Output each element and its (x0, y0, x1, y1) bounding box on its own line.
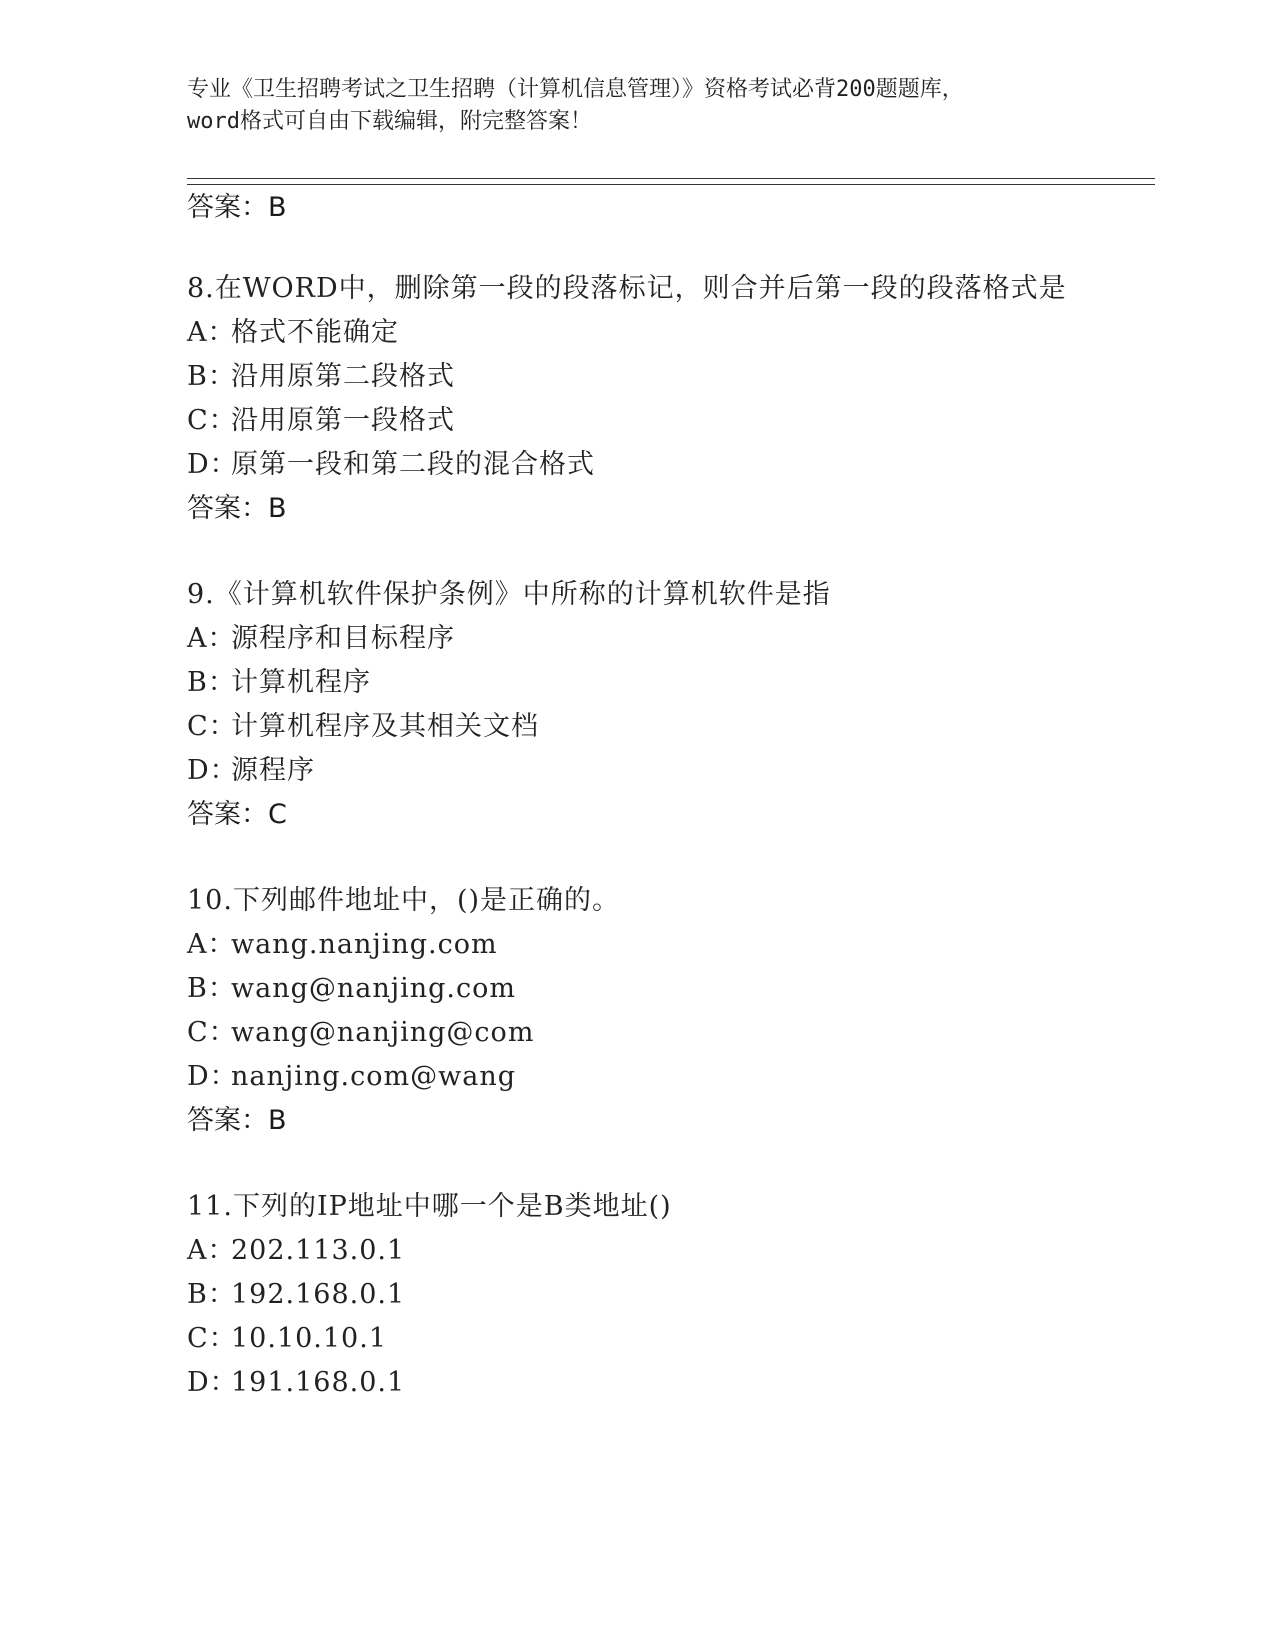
question-9-option-a: A：源程序和目标程序 (187, 623, 455, 654)
header-line-2: word格式可自由下载编辑，附完整答案！ (187, 109, 592, 134)
answer-previous: 答案：B (187, 192, 287, 223)
document-header (187, 74, 1087, 138)
question-9-option-d: D：源程序 (187, 755, 315, 786)
question-8-option-c: C：沿用原第一段格式 (187, 405, 455, 436)
header-line-1: 专业《卫生招聘考试之卫生招聘（计算机信息管理）》资格考试必背200题题库， (187, 77, 964, 102)
question-10-option-c: C：wang@nanjing@com (187, 1017, 535, 1048)
question-10-option-b: B：wang@nanjing.com (187, 973, 516, 1004)
question-10-option-d: D：nanjing.com@wang (187, 1061, 516, 1092)
question-11-option-a: A：202.113.0.1 (187, 1235, 406, 1266)
question-9-option-c: C：计算机程序及其相关文档 (187, 711, 539, 742)
question-10-option-a: A：wang.nanjing.com (187, 929, 498, 960)
question-11-stem: 11.下列的IP地址中哪一个是B类地址() (187, 1191, 672, 1222)
question-8-option-d: D：原第一段和第二段的混合格式 (187, 449, 595, 480)
question-11-option-c: C：10.10.10.1 (187, 1323, 387, 1354)
question-10-stem: 10.下列邮件地址中，()是正确的。 (187, 885, 621, 916)
question-8-option-a: A：格式不能确定 (187, 317, 399, 348)
question-11-option-b: B：192.168.0.1 (187, 1279, 406, 1310)
question-9-option-b: B：计算机程序 (187, 667, 371, 698)
question-9-answer: 答案：C (187, 799, 287, 830)
header-divider (187, 178, 1155, 185)
question-10-answer: 答案：B (187, 1105, 287, 1136)
question-11-option-d: D：191.168.0.1 (187, 1367, 406, 1398)
question-8-stem: 8.在WORD中，删除第一段的段落标记，则合并后第一段的段落格式是 (187, 273, 1067, 304)
question-9-stem: 9.《计算机软件保护条例》中所称的计算机软件是指 (187, 579, 831, 610)
question-8-option-b: B：沿用原第二段格式 (187, 361, 455, 392)
question-8-answer: 答案：B (187, 493, 287, 524)
